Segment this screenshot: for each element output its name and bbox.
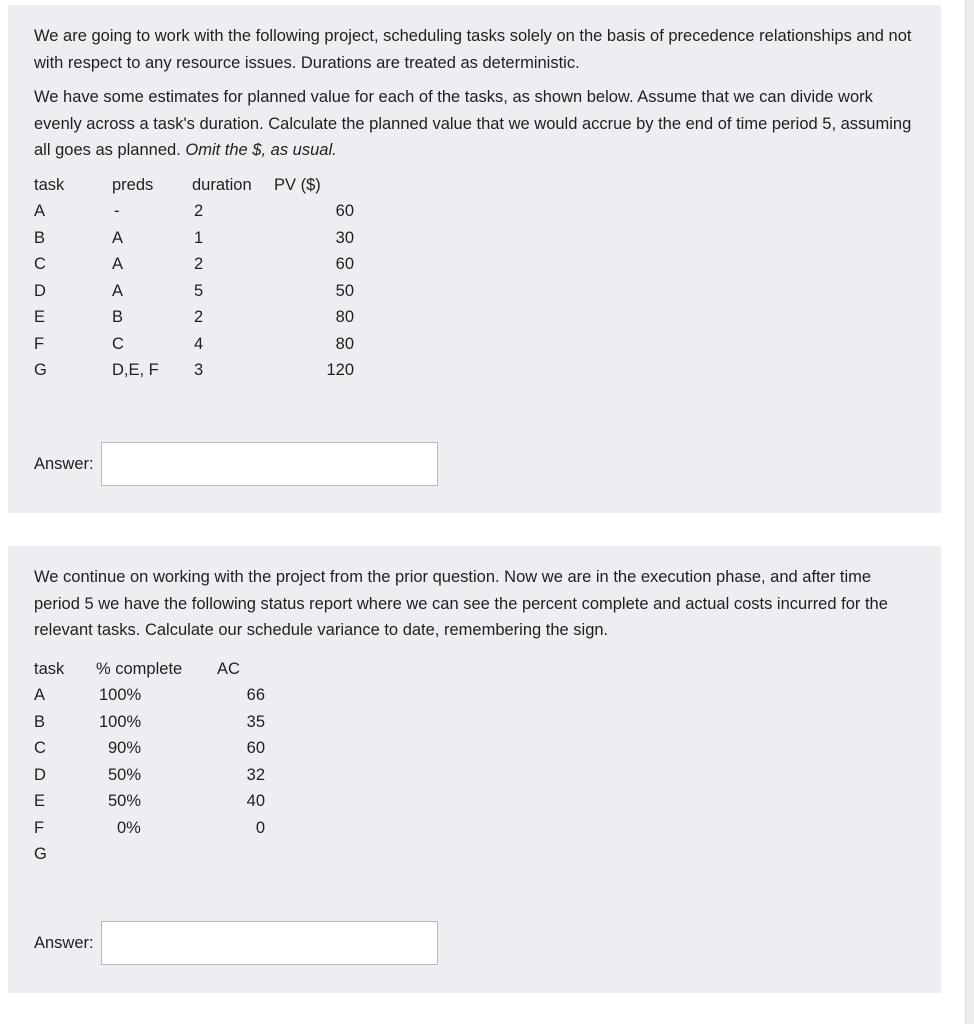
question-1-intro: We are going to work with the following project, scheduling tasks solely on the basis of precedence relationships and not with respect to any resource issues. Durations are treated as deterministic. bbox=[34, 27, 912, 72]
table-row bbox=[34, 709, 265, 736]
task-cell: E bbox=[34, 308, 46, 326]
table-row bbox=[34, 251, 354, 278]
header-preds: preds bbox=[112, 175, 154, 194]
header-duration: duration bbox=[192, 175, 252, 194]
task-cell: C bbox=[34, 255, 46, 273]
preds-cell: C bbox=[112, 334, 124, 353]
pv-cell: 60 bbox=[335, 255, 354, 273]
task-cell: A bbox=[34, 202, 46, 220]
ac-cell: 40 bbox=[246, 792, 265, 810]
percent-cell: 0% bbox=[117, 818, 141, 837]
table-row bbox=[34, 762, 265, 789]
pv-cell: 80 bbox=[335, 308, 354, 326]
task-cell: D bbox=[34, 281, 46, 300]
task-cell: D bbox=[34, 765, 46, 784]
table-row bbox=[34, 682, 265, 709]
question-1-answer-row bbox=[34, 442, 438, 486]
status-report-table bbox=[34, 656, 265, 868]
header-task: task bbox=[34, 659, 65, 678]
percent-cell: 90% bbox=[108, 739, 142, 757]
table-row bbox=[34, 304, 354, 331]
duration-cell: 2 bbox=[194, 202, 204, 220]
duration-cell: 3 bbox=[194, 361, 204, 379]
duration-cell: 2 bbox=[194, 308, 204, 326]
table-header-row bbox=[34, 656, 265, 683]
preds-cell: - bbox=[114, 202, 120, 220]
percent-cell: 100% bbox=[99, 712, 142, 731]
task-cell: E bbox=[34, 792, 46, 810]
ac-cell: 0 bbox=[255, 818, 265, 837]
header-percent-complete: % complete bbox=[96, 659, 183, 678]
preds-cell: B bbox=[112, 308, 124, 326]
table-row bbox=[34, 278, 354, 305]
duration-cell: 4 bbox=[194, 334, 204, 353]
preds-cell: A bbox=[112, 281, 124, 300]
task-cell: B bbox=[34, 712, 46, 731]
table-row bbox=[34, 735, 265, 762]
pv-cell: 30 bbox=[335, 228, 354, 247]
ac-cell bbox=[217, 841, 265, 868]
task-cell: F bbox=[34, 334, 45, 353]
question-2-answer-row bbox=[34, 921, 438, 965]
answer-label: Answer: bbox=[34, 454, 94, 473]
table-row bbox=[34, 788, 265, 815]
preds-cell: A bbox=[112, 228, 124, 247]
question-2-card bbox=[8, 546, 941, 993]
ac-cell: 60 bbox=[246, 739, 265, 757]
table-row bbox=[34, 225, 354, 252]
task-cell: C bbox=[34, 739, 46, 757]
percent-cell: 50% bbox=[108, 765, 142, 784]
task-cell: F bbox=[34, 818, 45, 837]
question-1-answer-input[interactable] bbox=[101, 442, 438, 486]
percent-cell: 50% bbox=[108, 792, 142, 810]
pv-cell: 50 bbox=[335, 281, 354, 300]
table-header-row bbox=[34, 172, 354, 199]
header-task: task bbox=[34, 175, 65, 194]
duration-cell: 1 bbox=[194, 228, 204, 247]
question-1-prompt-text: We have some estimates for planned value for each of the tasks, as shown below. Assume that we can divide work evenly across a task's duration. Calculate the planned value that we would accrue by the end of time period 5, assuming all goes as planned. bbox=[34, 88, 912, 159]
preds-cell: A bbox=[112, 255, 124, 273]
duration-cell: 5 bbox=[194, 281, 204, 300]
preds-cell: D,E, F bbox=[112, 361, 159, 379]
header-ac: AC bbox=[217, 659, 240, 678]
question-1-prompt-note: Omit the $, as usual. bbox=[185, 141, 337, 159]
percent-cell bbox=[96, 841, 217, 868]
page-scrollbar[interactable] bbox=[965, 0, 974, 1024]
table-row bbox=[34, 841, 265, 868]
pv-cell: 60 bbox=[335, 202, 354, 220]
table-row bbox=[34, 198, 354, 225]
answer-label: Answer: bbox=[34, 933, 94, 952]
question-2-answer-input[interactable] bbox=[101, 921, 438, 965]
task-cell: G bbox=[34, 361, 47, 379]
ac-cell: 35 bbox=[246, 712, 265, 731]
project-tasks-table bbox=[34, 172, 354, 384]
table-row bbox=[34, 815, 265, 842]
task-cell: A bbox=[34, 686, 46, 704]
pv-cell: 80 bbox=[335, 334, 354, 353]
duration-cell: 2 bbox=[194, 255, 204, 273]
task-cell: B bbox=[34, 228, 46, 247]
table-row bbox=[34, 357, 354, 384]
ac-cell: 66 bbox=[246, 686, 265, 704]
question-1-prompt bbox=[34, 84, 915, 164]
question-1-card bbox=[8, 5, 941, 513]
ac-cell: 32 bbox=[246, 765, 265, 784]
question-2-prompt: We continue on working with the project from the prior question. Now we are in the execution phase, and after time period 5 we have the following status report where we can see the percent complete and actual costs incurred for the relevant tasks. Calculate our schedule variance to date, remembering the sign. bbox=[34, 568, 888, 639]
pv-cell: 120 bbox=[326, 361, 354, 379]
percent-cell: 100% bbox=[99, 686, 142, 704]
header-pv: PV ($) bbox=[274, 175, 321, 194]
table-row bbox=[34, 331, 354, 358]
task-cell: G bbox=[34, 845, 47, 863]
